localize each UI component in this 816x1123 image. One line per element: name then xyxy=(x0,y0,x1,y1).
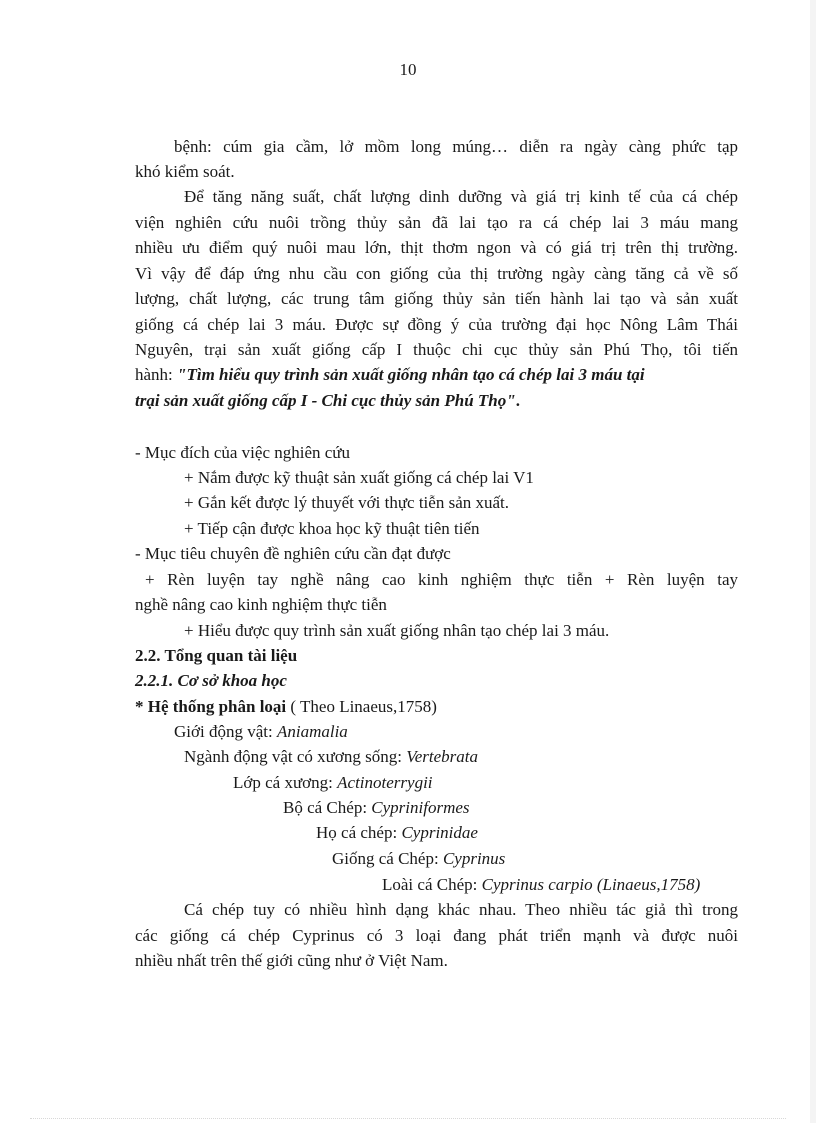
taxonomy-label: Loài cá Chép: xyxy=(382,875,482,894)
taxonomy-value: Cypriniformes xyxy=(371,798,470,817)
purpose-item: + Tiếp cận được khoa học kỹ thuật tiên tiến xyxy=(184,519,480,538)
taxonomy-value: Vertebrata xyxy=(406,747,478,766)
taxonomy-label: Họ cá chép: xyxy=(316,823,402,842)
paragraph-text: hành: xyxy=(135,365,178,384)
paragraph-line: Nguyên, trại sản xuất giống cấp I thuộc chi cục thủy sản Phú Thọ, tôi tiến xyxy=(135,340,738,359)
taxonomy-value: Actinoterrygii xyxy=(337,773,433,792)
paragraph-line: Vì vậy để đáp ứng nhu cầu con giống của thị trường ngày càng tăng cả về số xyxy=(135,264,738,283)
taxonomy-row xyxy=(233,772,433,794)
taxonomy-label: Giới động vật: xyxy=(174,722,277,741)
taxonomy-title-source: ( Theo Linaeus,1758) xyxy=(286,697,437,716)
taxonomy-row xyxy=(332,848,505,870)
paragraph-line xyxy=(135,390,520,412)
taxonomy-title-bold: * Hệ thống phân loại xyxy=(135,697,287,716)
study-title: "Tìm hiểu quy trình sản xuất giống nhân tạo cá chép lai 3 máu tại xyxy=(177,365,645,384)
subsection-heading: 2.2.1. Cơ sở khoa học xyxy=(135,671,287,690)
paragraph-line: viện nghiên cứu nuôi trồng thủy sản đã lai tạo ra cá chép lai 3 máu mang xyxy=(135,213,738,232)
purpose-item: + Nắm được kỹ thuật sản xuất giống cá chép lai V1 xyxy=(184,468,534,487)
goals-item: nghề nâng cao kinh nghiệm thực tiễn xyxy=(135,595,387,614)
paragraph-line: nhiều ưu điểm quý nuôi mau lớn, thịt thơm ngon và có giá trị trên thị trường. xyxy=(135,238,738,257)
goals-heading: - Mục tiêu chuyên đề nghiên cứu cần đạt được xyxy=(135,544,451,563)
taxonomy-row xyxy=(382,874,700,896)
paragraph-line: các giống cá chép Cyprinus có 3 loại đang phát triển mạnh và được nuôi xyxy=(135,926,738,945)
page-bottom-rule xyxy=(30,1118,786,1119)
goals-item: + Rèn luyện tay nghề nâng cao kinh nghiệm thực tiễn + Rèn luyện tay xyxy=(145,570,738,589)
purpose-item: + Gắn kết được lý thuyết với thực tiễn sản xuất. xyxy=(184,493,510,512)
taxonomy-value: Cyprinidae xyxy=(401,823,478,842)
study-title: trại sản xuất giống cấp I - Chi cục thủy sản Phú Thọ" xyxy=(135,391,516,410)
taxonomy-row xyxy=(316,822,478,844)
taxonomy-row xyxy=(174,721,348,743)
page-edge xyxy=(810,0,816,1123)
taxonomy-value: Aniamalia xyxy=(276,722,348,741)
paragraph-line xyxy=(135,364,738,386)
taxonomy-label: Giống cá Chép: xyxy=(332,849,443,868)
taxonomy-label: Lớp cá xương: xyxy=(233,773,338,792)
paragraph-line: giống cá chép lai 3 máu. Được sự đồng ý của trường đại học Nông Lâm Thái xyxy=(135,315,738,334)
paragraph-line: nhiều nhất trên thế giới cũng như ở Việt Nam. xyxy=(135,951,448,970)
paragraph-line: khó kiểm soát. xyxy=(135,162,235,181)
paragraph-line: Cá chép tuy có nhiều hình dạng khác nhau. Theo nhiều tác giả thì trong xyxy=(184,900,738,919)
section-heading: 2.2. Tổng quan tài liệu xyxy=(135,646,298,665)
taxonomy-row xyxy=(283,797,470,819)
paragraph-text: . xyxy=(515,391,520,410)
paragraph-line: Để tăng năng suất, chất lượng dinh dưỡng và giá trị kinh tế của cá chép xyxy=(184,187,738,206)
paragraph-line: lượng, chất lượng, các trung tâm giống thủy sản tiến hành lai tạo và sản xuất xyxy=(135,289,738,308)
taxonomy-title xyxy=(135,696,437,718)
goals-item: + Hiểu được quy trình sản xuất giống nhân tạo chép lai 3 máu. xyxy=(184,621,610,640)
taxonomy-value: Cyprinus xyxy=(442,849,506,868)
taxonomy-value: Cyprinus carpio (Linaeus,1758) xyxy=(481,875,701,894)
taxonomy-row xyxy=(184,746,478,768)
page-number: 10 xyxy=(399,60,417,79)
purpose-heading: - Mục đích của việc nghiên cứu xyxy=(135,443,351,462)
taxonomy-label: Bộ cá Chép: xyxy=(283,798,372,817)
paragraph-line: bệnh: cúm gia cầm, lở mồm long múng… diễn ra ngày càng phức tạp xyxy=(174,137,738,156)
taxonomy-label: Ngành động vật có xương sống: xyxy=(184,747,407,766)
